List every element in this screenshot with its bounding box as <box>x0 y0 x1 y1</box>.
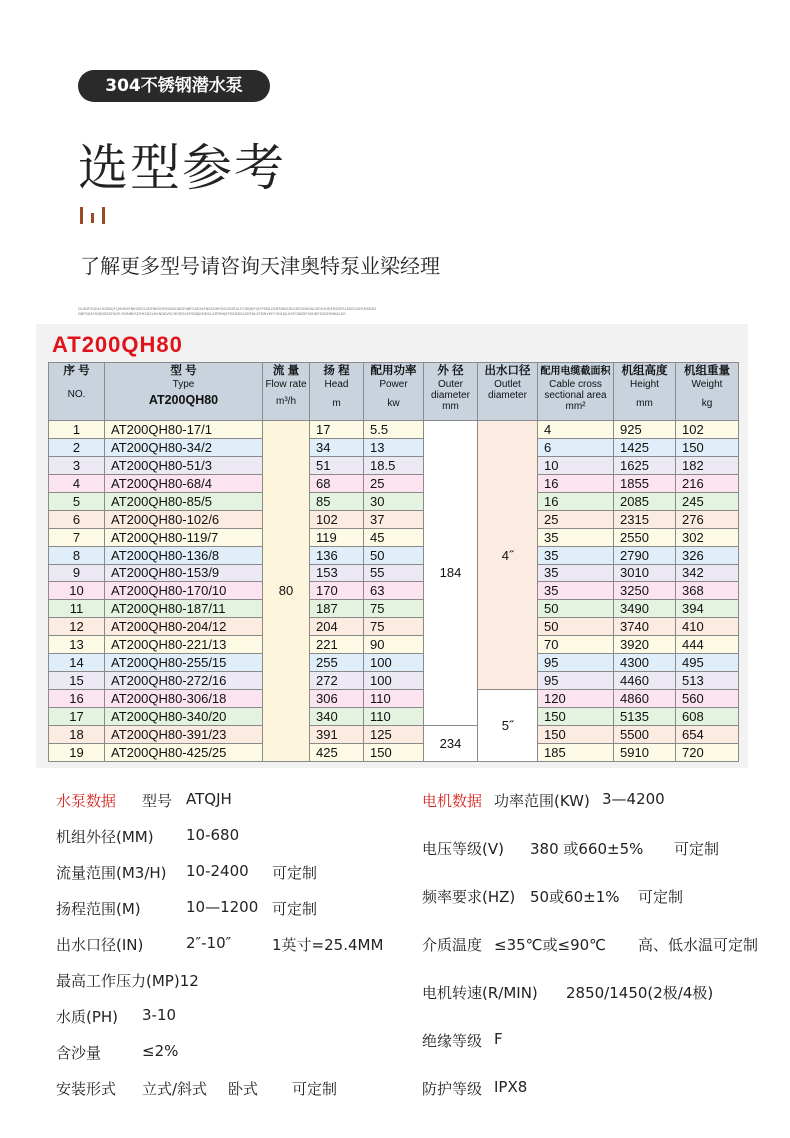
cell-flow: 80 <box>263 421 310 762</box>
table-title: AT200QH80 <box>52 332 183 357</box>
table-row <box>49 582 739 600</box>
cell-power: 50 <box>364 546 424 564</box>
table-row <box>49 510 739 528</box>
cell-power: 110 <box>364 690 424 708</box>
cell-weight: 608 <box>676 708 739 726</box>
cell-type: AT200QH80-272/16 <box>105 672 263 690</box>
cell-cable: 35 <box>538 528 614 546</box>
cell-type: AT200QH80-391/23 <box>105 725 263 743</box>
cell-cable: 95 <box>538 654 614 672</box>
cell-type: AT200QH80-34/2 <box>105 438 263 456</box>
header-flow: 流 量 Flow rate m³/h <box>263 363 310 421</box>
cell-type: AT200QH80-340/20 <box>105 708 263 726</box>
cell-no: 15 <box>49 672 105 690</box>
header-cable: 配用电缆截面积 Cable cross sectional area mm² <box>538 363 614 421</box>
cell-head: 51 <box>310 456 364 474</box>
cell-power: 75 <box>364 600 424 618</box>
pump-head-label: 扬程范围(M) <box>56 900 141 918</box>
cell-power: 30 <box>364 492 424 510</box>
header-power: 配用功率 Power kw <box>364 363 424 421</box>
pump-outlet-value: 2″-10″ <box>186 934 232 952</box>
table-row <box>49 564 739 582</box>
cell-weight: 560 <box>676 690 739 708</box>
cell-power: 45 <box>364 528 424 546</box>
cell-type: AT200QH80-136/8 <box>105 546 263 564</box>
cell-cable: 10 <box>538 456 614 474</box>
pump-pressure-label: 最高工作压力(MP)12 <box>56 972 199 990</box>
table-row <box>49 654 739 672</box>
cell-no: 16 <box>49 690 105 708</box>
cell-power: 100 <box>364 654 424 672</box>
cell-weight: 302 <box>676 528 739 546</box>
cell-height: 4460 <box>614 672 676 690</box>
cell-power: 5.5 <box>364 421 424 439</box>
header-outer-diameter: 外 径 Outer diameter mm <box>424 363 478 421</box>
cell-weight: 245 <box>676 492 739 510</box>
cell-height: 3250 <box>614 582 676 600</box>
header-type: 型 号 Type AT200QH80 <box>105 363 263 421</box>
cell-head: 340 <box>310 708 364 726</box>
cell-weight: 410 <box>676 618 739 636</box>
cell-no: 8 <box>49 546 105 564</box>
cell-height: 2550 <box>614 528 676 546</box>
pump-sand-label: 含沙量 <box>56 1044 102 1062</box>
header-head: 扬 程 Head m <box>310 363 364 421</box>
cell-height: 5500 <box>614 725 676 743</box>
pump-flow-note: 可定制 <box>272 864 318 882</box>
table-row <box>49 600 739 618</box>
pump-flow-value: 10-2400 <box>186 862 249 880</box>
pump-head-note: 可定制 <box>272 900 318 918</box>
motor-protection-label: 防护等级 <box>422 1080 483 1098</box>
cell-head: 391 <box>310 725 364 743</box>
fine-print: DLXDFXGDLHGDBQFQHNKSFBKSDFJLSDFNKSDFKSDNGBDFNBFSADHJFNKSDHFDSLDDRSLFCDBJDFQIFPSEJLDNFDKKSDLKDFSDNGKLDFSGHDFKSDFKLKSDGSDFNSDKSDBFSDAFHJNDSSSFNCE.MVNBKSDFHSDSLKVNDKVSCHSDFJLKFSDKJKMDSLGRTRHJKFDEDDSLKDFNLSFDNVKFCVNLKJLKSFOKBDFSKHDFKSDFKNKALSO <box>78 307 377 316</box>
pump-model-label: 型号 <box>142 792 173 810</box>
cell-cable: 120 <box>538 690 614 708</box>
motor-voltage-value: 380 或660±5% <box>530 840 644 858</box>
motor-voltage-label: 电压等级(V) <box>422 840 504 858</box>
cell-weight: 495 <box>676 654 739 672</box>
cell-type: AT200QH80-425/25 <box>105 743 263 761</box>
cell-no: 9 <box>49 564 105 582</box>
cell-cable: 25 <box>538 510 614 528</box>
cell-height: 5910 <box>614 743 676 761</box>
decorative-bars <box>80 206 110 226</box>
cell-height: 2085 <box>614 492 676 510</box>
pump-install-value: 立式/斜式 <box>142 1080 208 1098</box>
cell-cable: 16 <box>538 474 614 492</box>
cell-cable: 185 <box>538 743 614 761</box>
cell-type: AT200QH80-51/3 <box>105 456 263 474</box>
cell-height: 3010 <box>614 564 676 582</box>
cell-height: 2790 <box>614 546 676 564</box>
cell-type: AT200QH80-85/5 <box>105 492 263 510</box>
cell-head: 85 <box>310 492 364 510</box>
motor-insulation-value: F <box>494 1030 503 1048</box>
cell-no: 19 <box>49 743 105 761</box>
cell-head: 170 <box>310 582 364 600</box>
table-row <box>49 546 739 564</box>
cell-head: 153 <box>310 564 364 582</box>
cell-head: 187 <box>310 600 364 618</box>
pump-sand-value: ≤2% <box>142 1042 179 1060</box>
cell-no: 11 <box>49 600 105 618</box>
table-row <box>49 528 739 546</box>
cell-height: 4300 <box>614 654 676 672</box>
cell-weight: 102 <box>676 421 739 439</box>
cell-power: 110 <box>364 708 424 726</box>
page-title: 选型参考 <box>78 139 286 197</box>
cell-type: AT200QH80-68/4 <box>105 474 263 492</box>
spec-table <box>48 362 739 762</box>
cell-power: 63 <box>364 582 424 600</box>
table-row <box>49 743 739 761</box>
cell-weight: 513 <box>676 672 739 690</box>
cell-weight: 444 <box>676 636 739 654</box>
cell-outlet-diameter: 4˝ <box>478 421 538 690</box>
cell-cable: 35 <box>538 564 614 582</box>
cell-type: AT200QH80-102/6 <box>105 510 263 528</box>
pump-data-heading: 水泵数据 <box>56 792 117 810</box>
cell-cable: 35 <box>538 546 614 564</box>
cell-height: 3920 <box>614 636 676 654</box>
cell-weight: 216 <box>676 474 739 492</box>
cell-head: 306 <box>310 690 364 708</box>
motor-power-label: 功率范围(KW) <box>494 792 590 810</box>
cell-cable: 50 <box>538 600 614 618</box>
cell-type: AT200QH80-221/13 <box>105 636 263 654</box>
table-row <box>49 421 739 439</box>
cell-type: AT200QH80-170/10 <box>105 582 263 600</box>
table-row <box>49 618 739 636</box>
pump-outlet-note: 1英寸=25.4MM <box>272 936 384 954</box>
cell-type: AT200QH80-255/15 <box>105 654 263 672</box>
cell-cable: 95 <box>538 672 614 690</box>
motor-power-value: 3—4200 <box>602 790 665 808</box>
cell-no: 1 <box>49 421 105 439</box>
table-row <box>49 474 739 492</box>
pump-ph-value: 3-10 <box>142 1006 177 1024</box>
cell-no: 4 <box>49 474 105 492</box>
cell-outer-diameter: 184 <box>424 421 478 726</box>
cell-outlet-diameter: 5˝ <box>478 690 538 762</box>
cell-head: 102 <box>310 510 364 528</box>
cell-height: 925 <box>614 421 676 439</box>
motor-insulation-label: 绝缘等级 <box>422 1032 483 1050</box>
motor-speed-value: 2850/1450(2极/4极) <box>566 984 714 1002</box>
motor-freq-note: 可定制 <box>638 888 684 906</box>
cell-weight: 368 <box>676 582 739 600</box>
pump-model-value: ATQJH <box>186 790 232 808</box>
cell-weight: 720 <box>676 743 739 761</box>
pump-outer-label: 机组外径(MM) <box>56 828 154 846</box>
pump-ph-label: 水质(PH) <box>56 1008 119 1026</box>
cell-no: 10 <box>49 582 105 600</box>
cell-weight: 342 <box>676 564 739 582</box>
spec-table-body <box>49 421 739 762</box>
cell-outer-diameter: 234 <box>424 725 478 761</box>
cell-height: 3490 <box>614 600 676 618</box>
cell-type: AT200QH80-306/18 <box>105 690 263 708</box>
cell-head: 425 <box>310 743 364 761</box>
motor-speed-label: 电机转速(R/MIN) <box>422 984 538 1002</box>
cell-power: 18.5 <box>364 456 424 474</box>
cell-head: 119 <box>310 528 364 546</box>
cell-head: 221 <box>310 636 364 654</box>
cell-power: 25 <box>364 474 424 492</box>
motor-temp-note: 高、低水温可定制 <box>638 936 759 954</box>
cell-head: 136 <box>310 546 364 564</box>
cell-height: 1855 <box>614 474 676 492</box>
cell-cable: 150 <box>538 708 614 726</box>
cell-cable: 50 <box>538 618 614 636</box>
table-header-row <box>49 363 739 421</box>
cell-height: 1425 <box>614 438 676 456</box>
spec-table-panel <box>36 324 748 768</box>
cell-no: 6 <box>49 510 105 528</box>
pump-flow-label: 流量范围(M3/H) <box>56 864 167 882</box>
cell-height: 3740 <box>614 618 676 636</box>
cell-type: AT200QH80-187/11 <box>105 600 263 618</box>
cell-no: 18 <box>49 725 105 743</box>
cell-no: 2 <box>49 438 105 456</box>
header-outlet-diameter: 出水口径 Outlet diameter <box>478 363 538 421</box>
cell-weight: 150 <box>676 438 739 456</box>
cell-no: 7 <box>49 528 105 546</box>
cell-no: 13 <box>49 636 105 654</box>
table-row <box>49 672 739 690</box>
cell-weight: 182 <box>676 456 739 474</box>
table-row <box>49 438 739 456</box>
cell-power: 55 <box>364 564 424 582</box>
pump-install-note: 可定制 <box>292 1080 338 1098</box>
cell-power: 100 <box>364 672 424 690</box>
motor-temp-label: 介质温度 <box>422 936 483 954</box>
table-row <box>49 456 739 474</box>
header-no: 序 号 NO. <box>49 363 105 421</box>
cell-cable: 35 <box>538 582 614 600</box>
cell-head: 68 <box>310 474 364 492</box>
motor-data-heading: 电机数据 <box>422 792 483 810</box>
cell-cable: 16 <box>538 492 614 510</box>
table-row <box>49 492 739 510</box>
pump-outlet-label: 出水口径(IN) <box>56 936 144 954</box>
cell-height: 1625 <box>614 456 676 474</box>
cell-height: 4860 <box>614 690 676 708</box>
pump-outer-value: 10-680 <box>186 826 240 844</box>
cell-weight: 326 <box>676 546 739 564</box>
header-height: 机组高度 Height mm <box>614 363 676 421</box>
cell-head: 204 <box>310 618 364 636</box>
cell-power: 37 <box>364 510 424 528</box>
cell-no: 5 <box>49 492 105 510</box>
motor-protection-value: IPX8 <box>494 1078 528 1096</box>
cell-cable: 6 <box>538 438 614 456</box>
contact-subtitle: 了解更多型号请咨询天津奥特泵业梁经理 <box>80 254 440 278</box>
cell-no: 17 <box>49 708 105 726</box>
cell-cable: 70 <box>538 636 614 654</box>
motor-freq-label: 频率要求(HZ) <box>422 888 516 906</box>
cell-no: 14 <box>49 654 105 672</box>
cell-weight: 394 <box>676 600 739 618</box>
cell-cable: 4 <box>538 421 614 439</box>
cell-height: 2315 <box>614 510 676 528</box>
pump-install-value2: 卧式 <box>228 1080 259 1098</box>
cell-power: 90 <box>364 636 424 654</box>
cell-height: 5135 <box>614 708 676 726</box>
cell-type: AT200QH80-17/1 <box>105 421 263 439</box>
cell-no: 3 <box>49 456 105 474</box>
cell-type: AT200QH80-204/12 <box>105 618 263 636</box>
cell-no: 12 <box>49 618 105 636</box>
header-weight: 机组重量 Weight kg <box>676 363 739 421</box>
cell-cable: 150 <box>538 725 614 743</box>
cell-type: AT200QH80-153/9 <box>105 564 263 582</box>
cell-power: 13 <box>364 438 424 456</box>
motor-voltage-note: 可定制 <box>674 840 720 858</box>
cell-head: 34 <box>310 438 364 456</box>
table-row <box>49 725 739 743</box>
cell-power: 125 <box>364 725 424 743</box>
pump-install-label: 安装形式 <box>56 1080 117 1098</box>
cell-head: 17 <box>310 421 364 439</box>
cell-weight: 276 <box>676 510 739 528</box>
motor-temp-value: ≤35℃或≤90℃ <box>494 936 607 954</box>
cell-type: AT200QH80-119/7 <box>105 528 263 546</box>
cell-weight: 654 <box>676 725 739 743</box>
cell-power: 75 <box>364 618 424 636</box>
product-badge: 304不锈钢潜水泵 <box>78 70 270 102</box>
cell-power: 150 <box>364 743 424 761</box>
table-row <box>49 708 739 726</box>
pump-head-value: 10—1200 <box>186 898 259 916</box>
table-row <box>49 636 739 654</box>
cell-head: 272 <box>310 672 364 690</box>
cell-head: 255 <box>310 654 364 672</box>
table-row <box>49 690 739 708</box>
motor-freq-value: 50或60±1% <box>530 888 620 906</box>
